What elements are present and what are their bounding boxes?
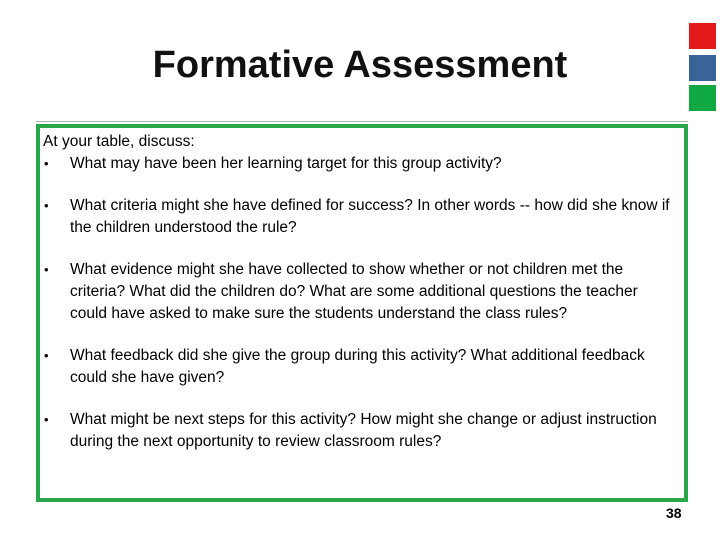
bullet-icon: • [44,348,49,363]
page-number: 38 [666,505,682,521]
bullet-icon: • [44,412,49,427]
bullet-icon: • [44,198,49,213]
bullet-icon: • [44,262,49,277]
list-item [43,409,673,453]
question-text: What might be next steps for this activity? How might she change or adjust instruction during the next opportunity to review classroom rules? [70,411,657,450]
green-square-decoration [689,85,716,111]
question-text: What criteria might she have defined for success? In other words -- how did she know if the children understood the rule? [70,197,670,236]
title-divider [36,121,688,122]
slide-title: Formative Assessment [152,44,568,86]
list-item [43,259,673,325]
list-item [43,345,673,389]
list-item [43,195,673,239]
question-list [43,153,673,453]
question-text: What evidence might she have collected to show whether or not children met the criteria? What did the children do? What are some additional questions the teacher could have asked to make sure the students understand the class rules? [70,261,638,322]
question-text: What may have been her learning target for this group activity? [70,155,502,172]
question-text: What feedback did she give the group during this activity? What additional feedback could she have given? [70,347,645,386]
red-square-decoration [689,23,716,49]
list-item [43,153,673,175]
bullet-icon: • [44,156,49,171]
intro-text: At your table, discuss: [43,133,195,150]
discussion-content [43,131,673,453]
blue-square-decoration [689,55,716,81]
